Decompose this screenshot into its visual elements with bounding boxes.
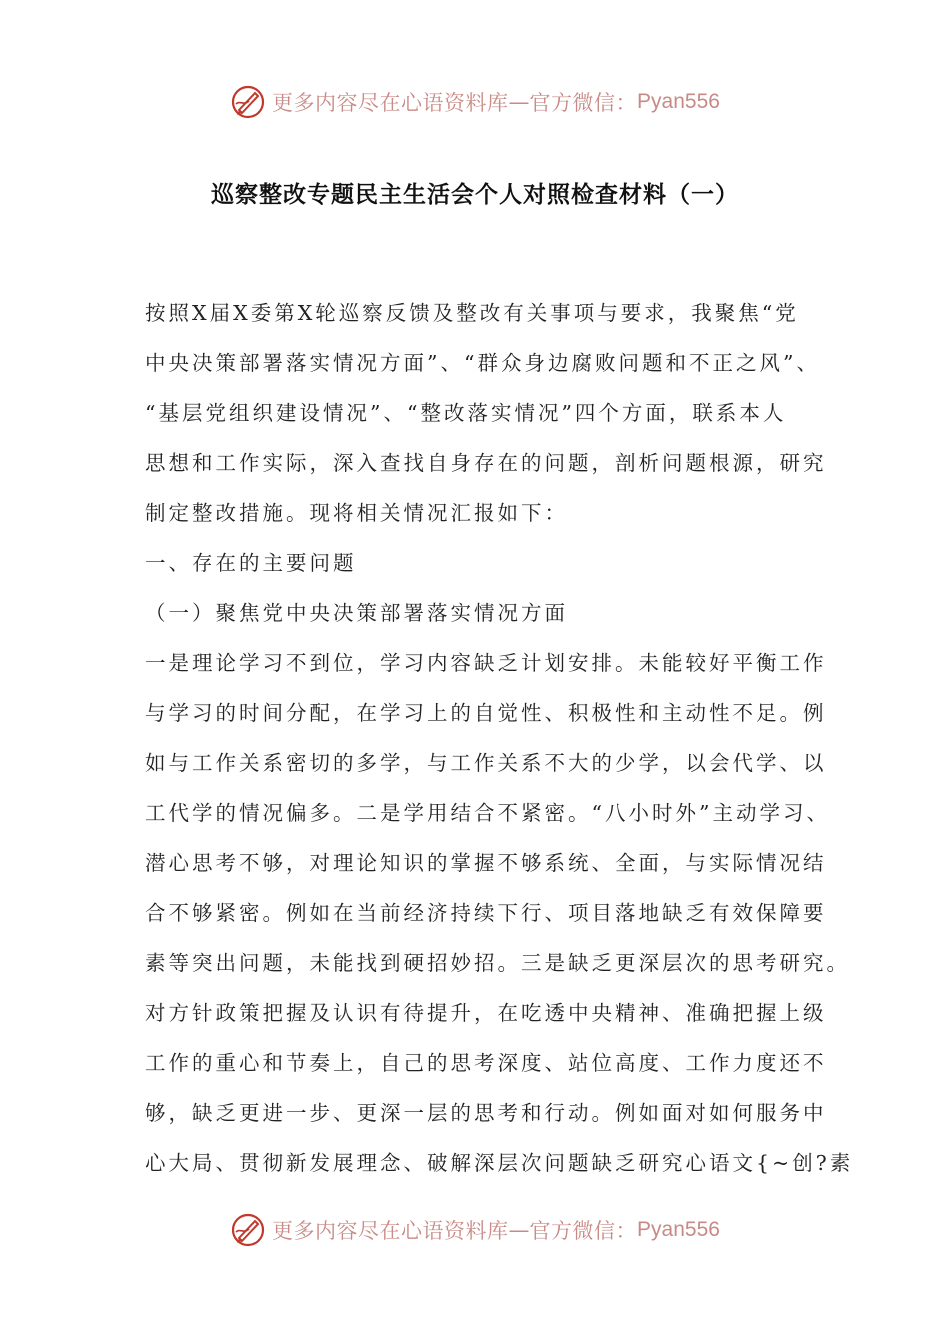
body-line: 按照X届X委第X轮巡察反馈及整改有关事项与要求，我聚焦“党 <box>145 301 799 325</box>
banner-contact-label: 官方微信： <box>529 1219 638 1243</box>
body-line: 心大局、贯彻新发展理念、破解深层次问题缺乏研究心语文{~创?素 <box>145 1151 854 1175</box>
body-line: 中央决策部署落实情况方面”、“群众身边腐败问题和不正之风”、 <box>145 351 820 375</box>
banner-site-text: 更多内容尽在心语资料库 <box>272 91 509 115</box>
banner-contact-id: Pyan556 <box>637 1218 720 1241</box>
body-line: 够，缺乏更进一步、更深一层的思考和行动。例如面对如何服务中 <box>145 1101 827 1125</box>
body-line: “基层党组织建设情况”、“整改落实情况”四个方面，联系本人 <box>145 401 787 425</box>
banner-contact-label: 官方微信： <box>529 91 638 115</box>
pen-logo-icon <box>230 84 266 120</box>
body-line: 素等突出问题，未能找到硬招妙招。三是缺乏更深层次的思考研究。 <box>145 951 850 975</box>
body-line: 工代学的情况偏多。二是学用结合不紧密。“八小时外”主动学习、 <box>145 801 830 825</box>
banner-contact-id: Pyan556 <box>637 90 720 113</box>
section-heading: 一、存在的主要问题 <box>145 551 357 575</box>
body-line: 合不够紧密。例如在当前经济持续下行、项目落地缺乏有效保障要 <box>145 901 827 925</box>
pen-logo-icon <box>230 1212 266 1248</box>
body-line: 如与工作关系密切的多学，与工作关系不大的少学，以会代学、以 <box>145 751 827 775</box>
body-line: 潜心思考不够，对理论知识的掌握不够系统、全面，与实际情况结 <box>145 851 827 875</box>
subsection-heading: （一）聚焦党中央决策部署落实情况方面 <box>145 601 568 625</box>
body-line: 思想和工作实际，深入查找自身存在的问题，剖析问题根源，研究 <box>145 451 827 475</box>
document-title: 巡察整改专题民主生活会个人对照检查材料（一） <box>211 182 739 208</box>
header-banner <box>0 80 950 124</box>
banner-separator: — <box>508 90 530 114</box>
body-line: 工作的重心和节奏上，自己的思考深度、站位高度、工作力度还不 <box>145 1051 827 1075</box>
banner-separator: — <box>508 1218 530 1242</box>
banner-site-text: 更多内容尽在心语资料库 <box>272 1219 509 1243</box>
body-line: 制定整改措施。现将相关情况汇报如下： <box>145 501 568 525</box>
body-line: 一是理论学习不到位，学习内容缺乏计划安排。未能较好平衡工作 <box>145 651 827 675</box>
footer-banner <box>0 1208 950 1252</box>
document-body <box>145 288 854 1188</box>
body-line: 对方针政策把握及认识有待提升，在吃透中央精神、准确把握上级 <box>145 1001 827 1025</box>
body-line: 与学习的时间分配，在学习上的自觉性、积极性和主动性不足。例 <box>145 701 827 725</box>
